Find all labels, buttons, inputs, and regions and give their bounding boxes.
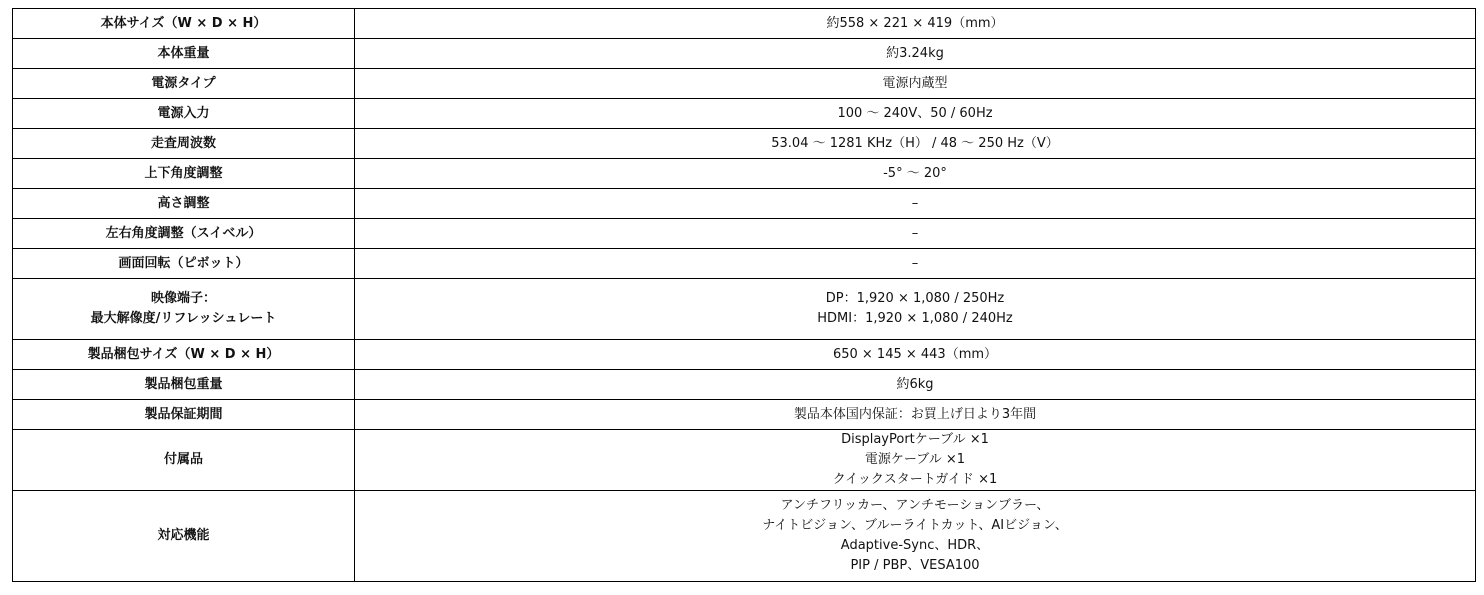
spec-row-video-ports	[13, 279, 1476, 340]
spec-value	[355, 9, 1476, 39]
spec-label-line: 最大解像度/リフレッシュレート	[90, 311, 277, 326]
spec-value	[355, 99, 1476, 129]
spec-value	[355, 249, 1476, 279]
spec-label	[13, 99, 355, 129]
spec-label	[13, 491, 355, 582]
spec-value-line: 約3.24kg	[886, 45, 944, 61]
spec-label	[13, 279, 355, 340]
spec-label-line: 付属品	[163, 452, 203, 467]
spec-label	[13, 9, 355, 39]
spec-value-line: 約6kg	[896, 376, 934, 392]
spec-value-line: –	[911, 255, 919, 271]
spec-value	[355, 189, 1476, 219]
spec-label	[13, 249, 355, 279]
spec-label-line: 画面回転（ピボット）	[118, 255, 249, 271]
spec-value-line: ナイトビジョン、ブルーライトカット、AIビジョン、	[762, 518, 1068, 533]
spec-value-line: クイックスタートガイド ×1	[832, 472, 998, 487]
spec-value-line: –	[911, 225, 919, 241]
spec-label-line: 製品梱包重量	[144, 376, 223, 392]
spec-row-swivel	[13, 219, 1476, 249]
spec-value-line: 電源ケーブル ×1	[864, 452, 966, 467]
spec-row-body-size	[13, 9, 1476, 39]
spec-label	[13, 340, 355, 370]
spec-value-line: Adaptive-Sync、HDR、	[840, 538, 990, 553]
spec-value	[355, 129, 1476, 159]
spec-label	[13, 189, 355, 219]
spec-value	[355, 279, 1476, 340]
spec-label	[13, 219, 355, 249]
spec-row-power-type	[13, 69, 1476, 99]
spec-label-line: 上下角度調整	[144, 165, 223, 181]
spec-row-tilt	[13, 159, 1476, 189]
spec-value-line: HDMI：1,920 × 1,080 / 240Hz	[817, 311, 1013, 326]
spec-row-package-weight	[13, 370, 1476, 400]
spec-row-package-size	[13, 340, 1476, 370]
spec-row-power-input	[13, 99, 1476, 129]
spec-value-line: –	[911, 195, 919, 211]
spec-value	[355, 340, 1476, 370]
spec-label	[13, 39, 355, 69]
spec-label-line: 対応機能	[157, 528, 210, 543]
spec-label	[13, 129, 355, 159]
spec-value-line: DisplayPortケーブル ×1	[841, 432, 989, 447]
spec-label-line: 本体サイズ（W × D × H）	[100, 15, 267, 31]
spec-value-line: DP：1,920 × 1,080 / 250Hz	[825, 291, 1005, 306]
spec-row-height-adjust	[13, 189, 1476, 219]
spec-label-line: 本体重量	[157, 45, 210, 61]
spec-row-pivot	[13, 249, 1476, 279]
spec-value	[355, 370, 1476, 400]
spec-label-line: 製品保証期間	[144, 406, 223, 422]
spec-label	[13, 159, 355, 189]
spec-label	[13, 400, 355, 430]
spec-label-line: 左右角度調整（スイベル）	[105, 225, 262, 241]
spec-value	[355, 219, 1476, 249]
spec-row-body-weight	[13, 39, 1476, 69]
spec-value-line: 650 × 145 × 443（mm）	[832, 346, 998, 362]
spec-label-line: 映像端子：	[150, 291, 216, 306]
spec-row-scan-frequency	[13, 129, 1476, 159]
spec-value	[355, 39, 1476, 69]
spec-label	[13, 69, 355, 99]
spec-value	[355, 400, 1476, 430]
spec-table	[12, 8, 1476, 582]
spec-label-line: 製品梱包サイズ（W × D × H）	[87, 346, 280, 362]
spec-label	[13, 430, 355, 491]
spec-value-line: 100 ～ 240V、50 / 60Hz	[837, 105, 993, 121]
spec-row-accessories	[13, 430, 1476, 491]
spec-label-line: 電源入力	[157, 105, 210, 121]
spec-value	[355, 491, 1476, 582]
spec-value-line: -5° ～ 20°	[883, 165, 947, 181]
spec-row-features	[13, 491, 1476, 582]
spec-label-line: 走査周波数	[150, 135, 216, 151]
spec-value-line: 電源内蔵型	[882, 75, 948, 91]
spec-label-line: 電源タイプ	[151, 75, 216, 91]
spec-value-line: アンチフリッカー、アンチモーションブラー、	[780, 498, 1050, 513]
spec-value	[355, 159, 1476, 189]
spec-value-line: 約558 × 221 × 419（mm）	[826, 15, 1004, 31]
spec-value-line: 53.04 ～ 1281 KHz（H） / 48 ～ 250 Hz（V）	[771, 135, 1059, 151]
spec-label-line: 高さ調整	[157, 195, 210, 211]
spec-label	[13, 370, 355, 400]
spec-value	[355, 69, 1476, 99]
spec-value-line: PIP / PBP、VESA100	[850, 558, 980, 573]
spec-row-warranty	[13, 400, 1476, 430]
spec-value-line: 製品本体国内保証：お買上げ日より3年間	[793, 406, 1037, 422]
spec-value	[355, 430, 1476, 491]
